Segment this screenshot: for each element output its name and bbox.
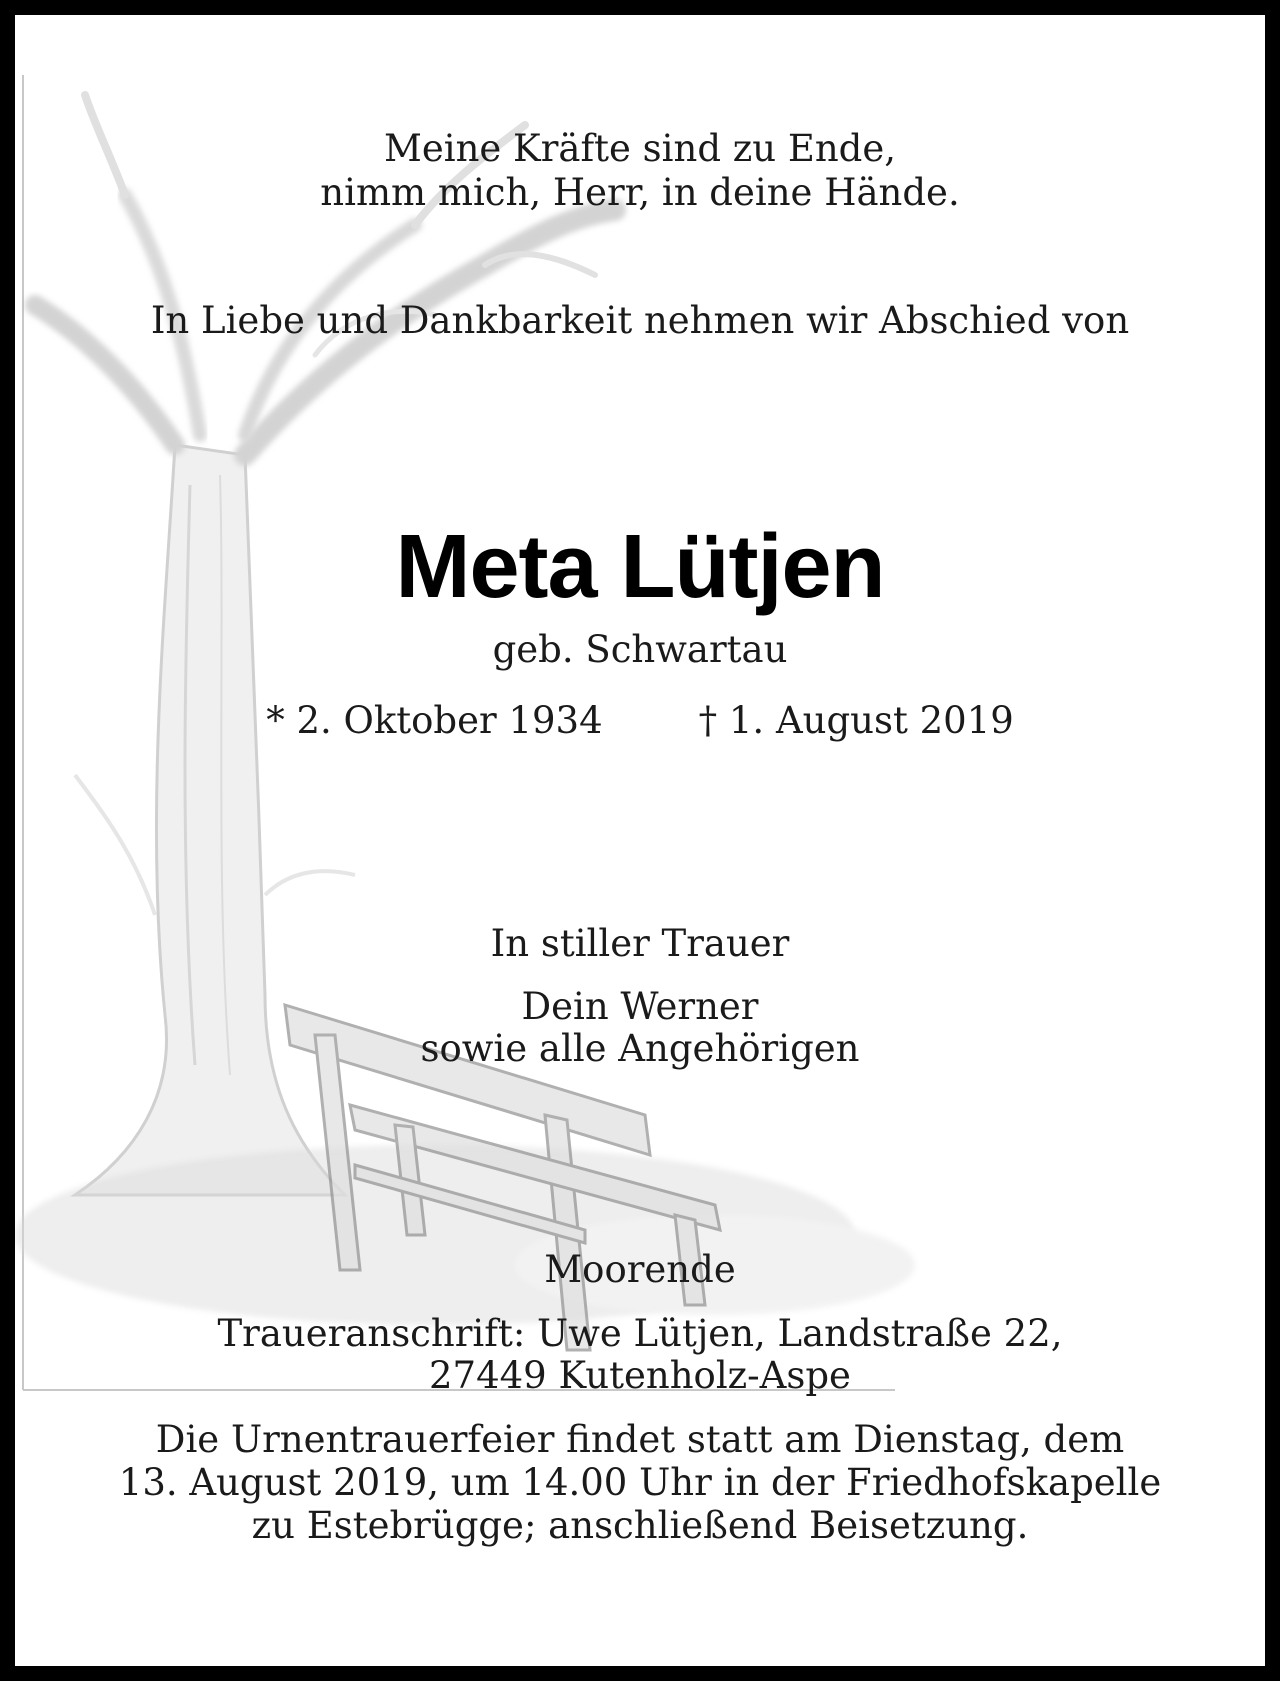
life-dates (15, 699, 1265, 743)
address-line-1: Traueranschrift: Uwe Lütjen, Landstraße 22, (217, 1312, 1063, 1355)
deceased-name: Meta Lütjen (395, 517, 885, 617)
birth-date: * 2. Oktober 1934 (266, 699, 603, 742)
verse-line-2: nimm mich, Herr, in deine Hände. (320, 171, 960, 214)
intro-line: In Liebe und Dankbarkeit nehmen wir Abschied von (150, 299, 1130, 342)
ceremony-line-2: 13. August 2019, um 14.00 Uhr in der Friedhofskapelle (118, 1461, 1162, 1504)
verse-line-1: Meine Kräfte sind zu Ende, (383, 127, 897, 170)
mourners-line-1: Dein Werner (521, 985, 759, 1028)
ceremony-line-1: Die Urnentrauerfeier findet statt am Dienstag, dem (155, 1418, 1125, 1461)
ground (15, 1145, 915, 1325)
place-name: Moorende (544, 1248, 736, 1291)
mourners-line-2: sowie alle Angehörigen (420, 1027, 860, 1070)
maiden-name: geb. Schwartau (492, 628, 788, 671)
address-line-2: 27449 Kutenholz-Aspe (429, 1354, 851, 1397)
ceremony-line-3: zu Estebrügge; anschließend Beisetzung. (251, 1504, 1029, 1547)
death-date: † 1. August 2019 (698, 699, 1014, 742)
mourners-heading: In stiller Trauer (490, 922, 790, 965)
